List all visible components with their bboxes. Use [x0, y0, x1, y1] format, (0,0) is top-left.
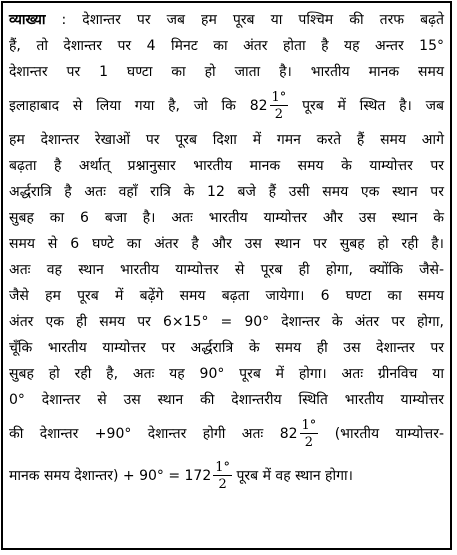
- fraction-numerator: 1°: [215, 460, 231, 475]
- text-line: जैसे हम पूरब में बढ़ेंगे समय बढ़ता जायेगा। 6 घण्टा का समय: [9, 288, 444, 304]
- line-text: मानक समय देशान्तर) + 90° = 172: [9, 468, 212, 484]
- line-text: (भारतीय याम्योत्तर-: [334, 426, 445, 442]
- lead-label: व्याख्या: [9, 12, 46, 28]
- line-text: पूरब में स्थित है। जब: [302, 98, 444, 114]
- text-line: अंतर एक ही समय पर 6×15° = 90° देशान्तर के अंतर पर होगा,: [9, 314, 444, 330]
- explanation-box: [1, 1, 452, 550]
- text-line: चूँकि भारतीय याम्योत्तर पर अर्द्धरात्रि के समय ही उस देशान्तर पर: [9, 340, 444, 356]
- mixed-fraction: [250, 91, 289, 121]
- explanation-text: [9, 7, 444, 497]
- line-text: पूरब में वह स्थान होगा।: [236, 468, 353, 484]
- fraction: [270, 91, 289, 121]
- text-line: 0° देशान्तर से उस स्थान की देशान्तरीय स्थिति भारतीय याम्योत्तर: [9, 392, 444, 408]
- text-line: सुबह का 6 बजा है। अतः भारतीय याम्योत्तर और उस स्थान के: [9, 210, 444, 226]
- text-line: हम देशान्तर रेखाओं पर पूरब दिशा में गमन करते हैं समय आगे: [9, 132, 444, 148]
- text-line: अतः वह स्थान भारतीय याम्योत्तर से पूरब ही होगा, क्योंकि जैसे-: [9, 262, 444, 278]
- fraction-denominator: 2: [304, 435, 314, 450]
- text-line: सुबह हो रही है, अतः यह 90° पूरब में होगा। अतः ग्रीनविच या: [9, 366, 444, 382]
- fraction-whole: 82: [249, 98, 268, 114]
- mixed-fraction: [280, 419, 319, 449]
- text-line: [9, 85, 444, 127]
- fraction-numerator: 1°: [271, 90, 287, 105]
- text-line: अर्द्धरात्रि है अतः वहाँ रात्रि के 12 बजे हैं उसी समय एक स्थान पर: [9, 184, 444, 200]
- text-line: [9, 455, 444, 497]
- fraction-whole: 82: [279, 426, 298, 442]
- line-text: : देशान्तर पर जब हम पूरब या पश्चिम की तरफ बढ़ते: [45, 12, 444, 28]
- fraction: [300, 419, 319, 449]
- line-text: इलाहाबाद से लिया गया है, जो कि: [9, 98, 236, 114]
- text-line: समय से 6 घण्टे का अंतर है और उस स्थान पर सुबह हो रही है।: [9, 236, 444, 252]
- fraction-denominator: 2: [274, 107, 284, 122]
- fraction-denominator: 2: [218, 477, 227, 492]
- text-line: हैं, तो देशान्तर पर 4 मिनट का अंतर होता है यह अन्तर 15°: [9, 38, 444, 54]
- text-line: देशान्तर पर 1 घण्टा का हो जाता है। भारतीय मानक समय: [9, 64, 444, 80]
- text-line: [9, 7, 444, 33]
- text-line: [9, 413, 444, 455]
- fraction: [213, 461, 232, 491]
- line-text: की देशान्तर +90° देशान्तर होगी अतः: [9, 426, 264, 442]
- fraction-numerator: 1°: [301, 418, 317, 433]
- text-line: बढ़ता है अर्थात् प्रश्नानुसार भारतीय मानक समय के याम्योत्तर पर: [9, 158, 444, 174]
